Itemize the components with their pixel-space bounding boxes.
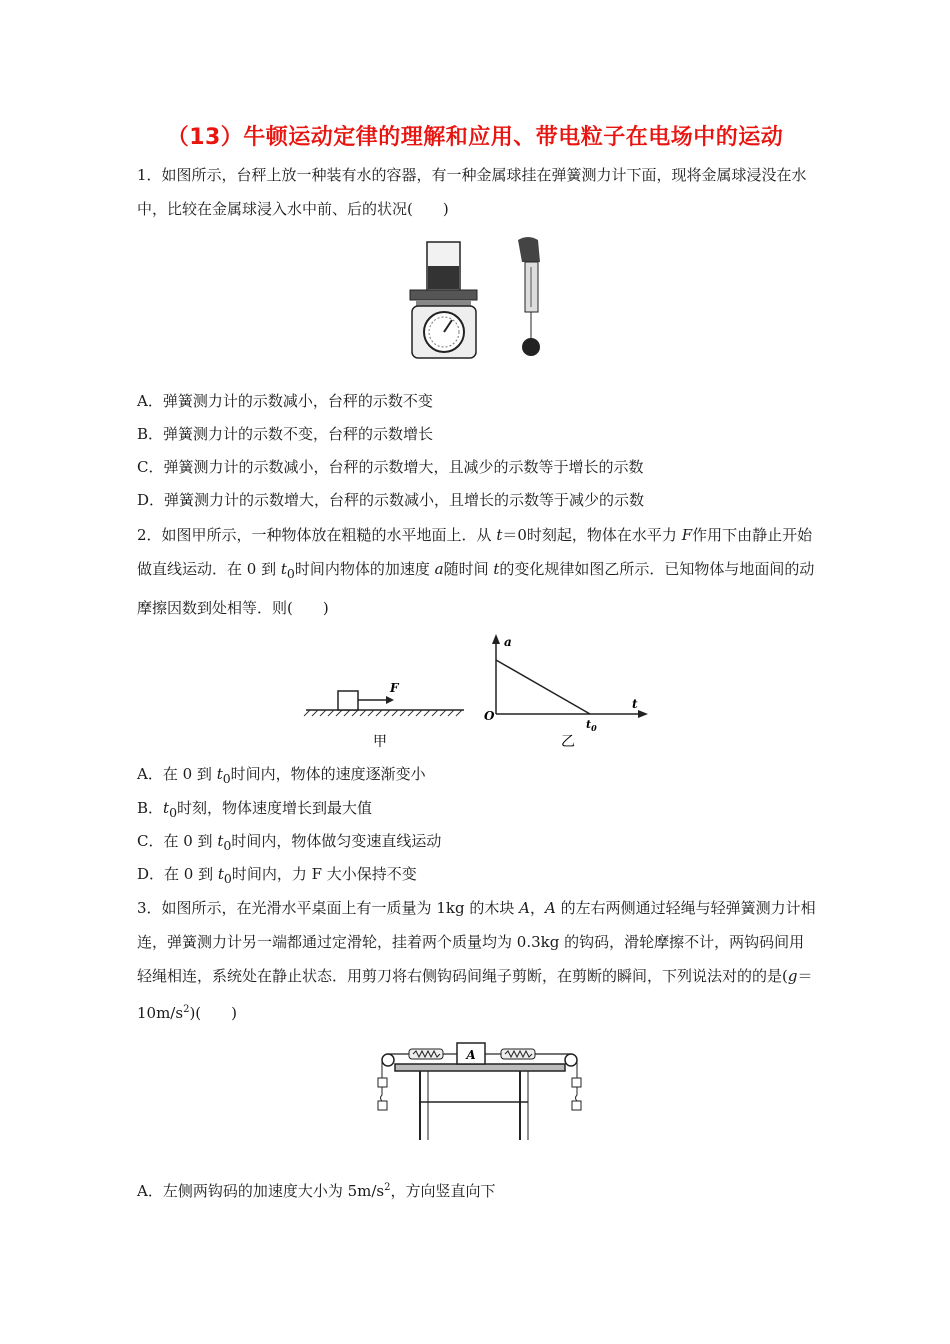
q2-stem: 2．如图甲所示，一种物体放在粗糙的水平地面上．从 t＝0时刻起，物体在水平力 F作用下由静止开始做直线运动．在 0 到 $t_0$时间内物体的加速度 a随时间 t的变化规律如图乙所示．已知物体与地面间的动摩擦因数到处相等．则( ) <box>137 526 815 617</box>
q3-figure <box>375 1040 585 1145</box>
q2-option-d: D．在 0 到 $t_0$时间内，力 F 大小保持不变 <box>137 865 417 886</box>
q2-option-a: A．在 0 到 $t_0$时间内，物体的速度逐渐变小 <box>137 765 426 786</box>
left-hook-weights <box>378 1060 387 1110</box>
caption-jia: 甲 <box>373 734 387 750</box>
right-hook-weights <box>572 1060 581 1110</box>
label-F: F <box>390 681 399 695</box>
block <box>338 691 358 710</box>
q3-stem: 3．如图所示，在光滑水平桌面上有一质量为 1kg 的木块 A，A 的左右两侧通过轻绳与轻弹簧测力计相连，弹簧测力计另一端都通过定滑轮，挂着两个质量均为 0.3kg 的钩码，滑轮摩擦不计，两钩码间用轻绳相连，系统处在静止状态．用剪刀将右侧钩码间绳子剪断，在剪断的瞬间，下列说法对的的是$(g=10m/s^2)$( ) <box>137 899 816 1022</box>
figure-jia <box>304 681 464 750</box>
weight <box>378 1078 387 1087</box>
q2-option-b: B．$t_0$时刻，物体速度增长到最大值 <box>137 799 373 820</box>
table-illustration <box>395 1064 565 1140</box>
weight <box>378 1101 387 1110</box>
q1-option-c: C．弹簧测力计的示数减小，台秤的示数增大，且减少的示数等于增长的示数 <box>137 458 644 476</box>
left-pulley <box>382 1054 394 1066</box>
page-title: （13）牛顿运动定律的理解和应用、带电粒子在电场中的运动 <box>166 125 784 150</box>
label-O: O <box>484 709 495 723</box>
q2-option-c: C．在 0 到 $t_0$时间内，物体做匀变速直线运动 <box>137 832 442 853</box>
spring-scale-with-ball-illustration <box>518 237 540 356</box>
weight <box>572 1101 581 1110</box>
block-a-label: A <box>466 1048 476 1062</box>
q2-figure <box>300 630 660 750</box>
scale-with-container-illustration <box>410 242 477 358</box>
label-a: a <box>504 635 512 649</box>
label-t: t <box>632 697 638 711</box>
figure-yi <box>484 634 648 750</box>
q1-option-a: A．弹簧测力计的示数减小，台秤的示数不变 <box>137 392 433 410</box>
q3-option-a: A．左侧两钩码的加速度大小为 $5m/s^2$，方向竖直向下 <box>137 1182 496 1200</box>
q1-stem: 1．如图所示，台秤上放一种装有水的容器，有一种金属球挂在弹簧测力计下面，现将金属球浸没在水中，比较在金属球浸入水中前、后的状况( ) <box>137 166 807 218</box>
right-pulley <box>565 1054 577 1066</box>
table-top <box>395 1064 565 1071</box>
weight <box>572 1078 581 1087</box>
q1-option-d: D．弹簧测力计的示数增大，台秤的示数减小，且增长的示数等于减少的示数 <box>137 491 645 509</box>
q1-figure <box>400 232 560 362</box>
strings-and-springs <box>388 1043 571 1064</box>
acceleration-line <box>496 660 590 714</box>
caption-yi: 乙 <box>561 734 575 750</box>
label-t0: $t_0$ <box>586 718 597 733</box>
q1-option-b: B．弹簧测力计的示数不变，台秤的示数增长 <box>137 425 434 443</box>
